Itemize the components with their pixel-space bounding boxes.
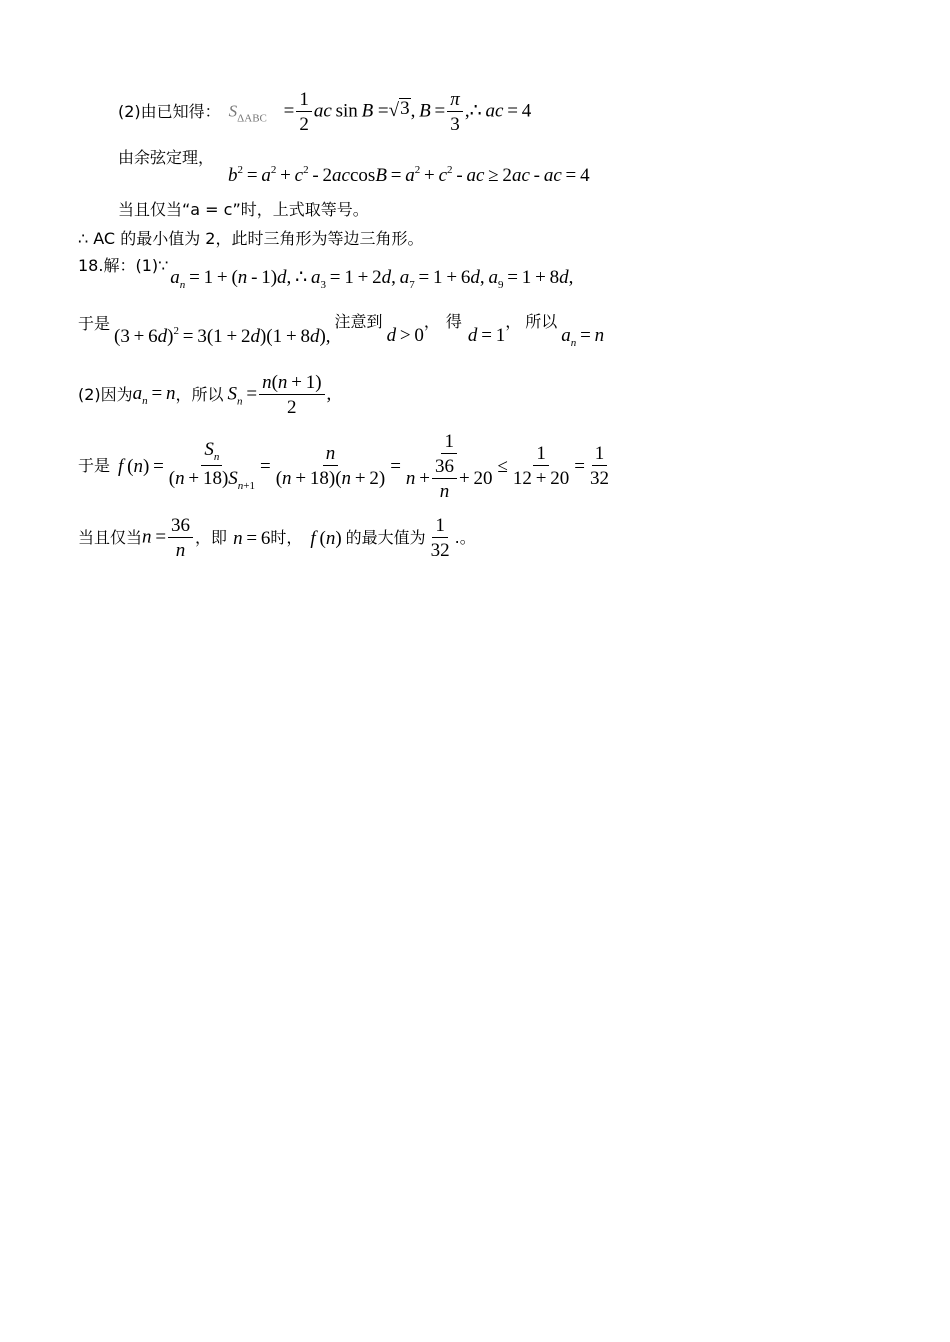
one-over-32: $\frac{1}{32}$: [430, 515, 450, 561]
suoyi-label-2: 所以: [191, 385, 224, 404]
fn-line: [78, 426, 614, 506]
comma-3: ，: [175, 385, 192, 404]
q18-line: [78, 258, 573, 294]
suoyi-label: 所以: [525, 312, 558, 331]
q18-head: 18.解：(1)∵: [78, 256, 169, 275]
an-result: $a_n = n$: [561, 325, 605, 349]
conclusion-line: ∴ AC 的最小值为 2，此时三角形为等边三角形。: [78, 229, 424, 248]
an-eq-n: $a_n = n$: [132, 382, 176, 407]
yushi-label: 于是: [78, 314, 111, 333]
fn-symbol: f (n): [310, 527, 342, 549]
area-formula-line: [118, 88, 531, 136]
final-max: 的最大值为: [345, 528, 426, 547]
comma-1: ，: [423, 312, 440, 331]
q18-eq: $(3 + 6d)^2 = 3(1 + 2d)(1 + 8d)$,: [114, 325, 331, 347]
final-prefix: 当且仅当: [78, 528, 143, 547]
comma-2: ，: [505, 312, 522, 331]
p2-head: (2)因为: [78, 385, 133, 404]
n-equals-6: n = 6: [233, 527, 271, 549]
area-formula: $S_{\Delta ABC}$ = $\frac{1}{2}$ ac sin B = √ 3 , B = $\frac{\pi}{3}$ ,∴ ac = 4: [228, 89, 532, 135]
sn-line: [78, 370, 331, 420]
d-equals: d = 1: [467, 325, 506, 346]
final-time: 时，: [270, 528, 303, 547]
de-label: 得: [445, 312, 462, 331]
q18-solve-line: [78, 314, 604, 350]
fn-formula: f ( n ) = $\frac{S_n}{(n + 18)S_{n+1}}$ = $\frac{n}{(n + 18)(n + 2)}$ = 1 n + $\frac{36}{n}$ + 20 ≤ $\frac{1}{12 + 20}$ = $\frac{1}{32}$: [118, 430, 609, 502]
q18-formula: $a_n = 1 + (n - 1)d$, ∴ $a_3 = 1 + 2d$, $a_7 = 1 + 6d$, $a_9 = 1 + 8d$,: [170, 267, 574, 291]
final-ji: ，即: [195, 528, 228, 547]
cosine-rule-line: [118, 150, 590, 186]
final-line: [78, 512, 476, 564]
equality-line: 当且仅当“a = c”时，上式取等号。: [118, 200, 369, 219]
d-positive: d > 0: [386, 325, 424, 346]
final-end: .。: [454, 528, 476, 547]
cosine-rule-label: 由余弦定理，: [118, 148, 215, 167]
yushi-label-2: 于是: [78, 456, 111, 475]
sn-formula: $S_n$ = $\frac{n(n + 1)}{2}$ ,: [227, 372, 332, 418]
part2-prefix: (2)由已知得：: [118, 102, 221, 121]
note-label: 注意到: [334, 312, 383, 331]
cosine-rule-formula: $b^2 = a^2 + c^2 - 2accosB = a^2 + c^2$ - ac ≥ 2ac - ac = 4: [228, 164, 590, 186]
n-equals-36-over-n: n = $\frac{36}{n}$: [142, 516, 195, 560]
